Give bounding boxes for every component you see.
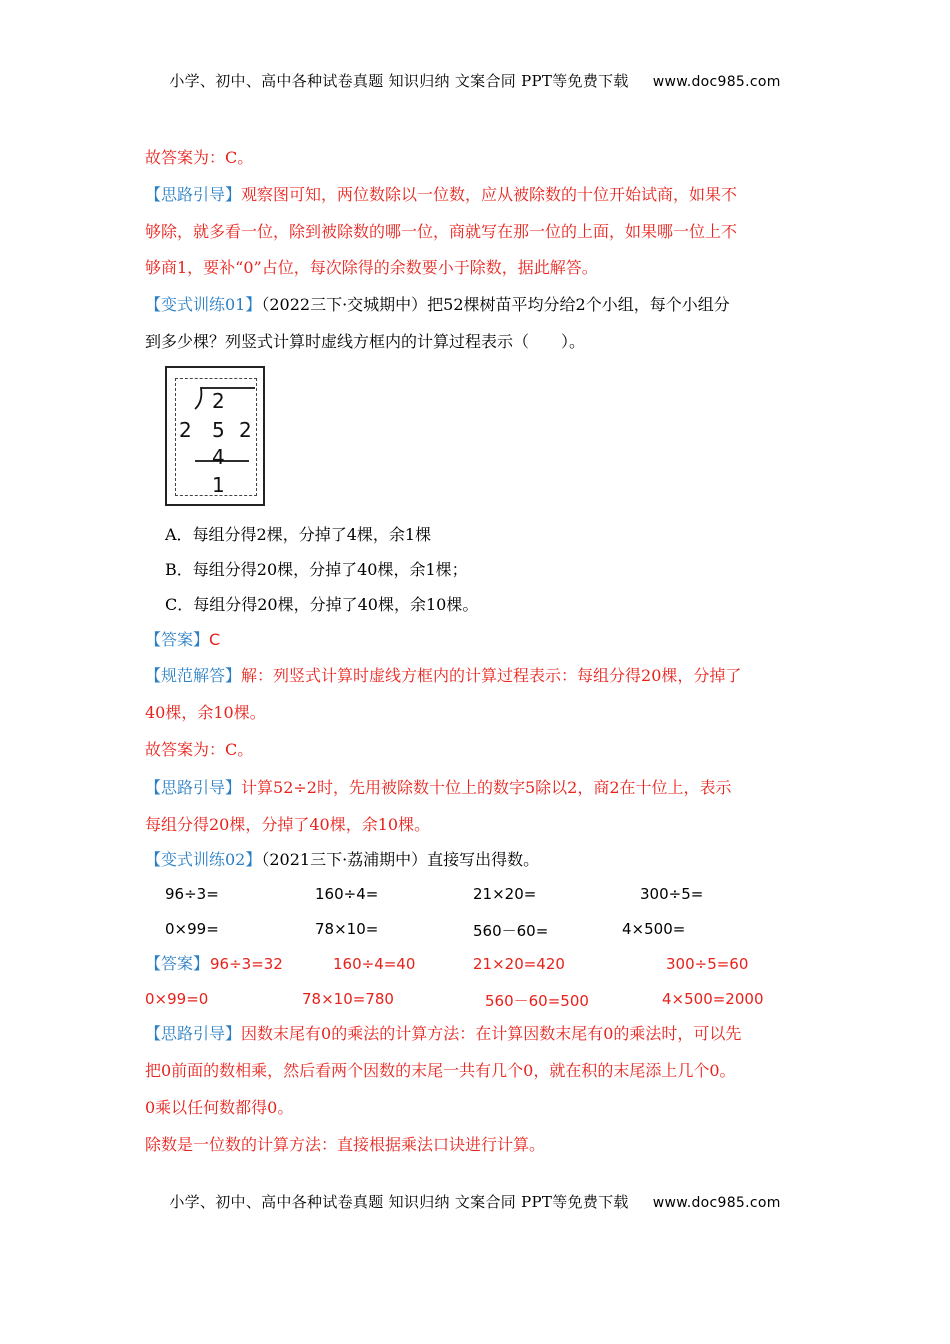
header-text: 小学、初中、高中各种试卷真题 知识归纳 文案合同 PPT等免费下载	[169, 72, 629, 90]
solution-line-2: 40棵，余10棵。	[145, 703, 266, 722]
problem-cell: 560－60=	[473, 922, 549, 940]
answer-tag: 【答案】	[145, 630, 210, 649]
solution-tag: 【规范解答】	[145, 666, 242, 685]
problem-cell: 300÷5=	[640, 885, 704, 903]
hint-tag: 【思路引导】	[145, 1024, 242, 1043]
answer-cell: 160÷4=40	[333, 955, 416, 973]
hint-q2-line-3: 0乘以任何数都得0。	[145, 1098, 294, 1117]
hint-q2-line-1: 【思路引导】因数末尾有0的乘法的计算方法：在计算因数末尾有0的乘法时，可以先	[145, 1024, 742, 1043]
hint-line-3: 够商1，要补“0”占位，每次除得的余数要小于除数，据此解答。	[145, 258, 598, 277]
footer-text: 小学、初中、高中各种试卷真题 知识归纳 文案合同 PPT等免费下载	[169, 1193, 629, 1211]
problem-cell: 4×500=	[622, 920, 686, 938]
problem-cell: 96÷3=	[165, 885, 219, 903]
footer-site: www.doc985.com	[652, 1195, 781, 1211]
hint-q1-line-1: 【思路引导】计算52÷2时，先用被除数十位上的数字5除以2，商2在十位上，表示	[145, 778, 732, 797]
hint-q2-line-4: 除数是一位数的计算方法：直接根据乘法口诀进行计算。	[145, 1135, 546, 1154]
question-1-line-1: 【变式训练01】（2022三下·交城期中）把52棵树苗平均分给2个小组，每个小组分	[145, 295, 730, 314]
product-digit: 4	[212, 445, 225, 469]
answer-cell: 300÷5=60	[666, 955, 749, 973]
hint-tag: 【思路引导】	[145, 185, 242, 204]
problem-cell: 0×99=	[165, 920, 219, 938]
quotient-digit: 2	[212, 389, 225, 413]
remainder-digit: 1	[212, 473, 225, 497]
answer-cell: 560－60=500	[485, 992, 589, 1010]
option-a: A．每组分得2棵，分掉了4棵，余1棵	[165, 525, 432, 544]
question-2-line: 【变式训练02】（2021三下·荔浦期中）直接写出得数。	[145, 850, 540, 869]
divisor-digit: 2	[179, 418, 192, 442]
problem-cell: 160÷4=	[315, 885, 379, 903]
hint-q2-line-2: 把0前面的数相乘，然后看两个因数的末尾一共有几个0，就在积的末尾添上几个0。	[145, 1061, 736, 1080]
question-2-tag: 【变式训练02】	[145, 850, 262, 869]
page-header	[0, 70, 950, 91]
option-c: C．每组分得20棵，分掉了40棵，余10棵。	[165, 595, 479, 614]
answer-cell: 0×99=0	[145, 990, 209, 1008]
answer-cell: 4×500=2000	[662, 990, 764, 1008]
answer-line-1: 故答案为：C。	[145, 148, 254, 167]
answer-cell: 21×20=420	[473, 955, 565, 973]
option-b: B．每组分得20棵，分掉了40棵，余1棵；	[165, 560, 468, 579]
hint-q1-line-2: 每组分得20棵，分掉了40棵，余10棵。	[145, 815, 431, 834]
problem-cell: 21×20=	[473, 885, 537, 903]
answer-cell: 96÷3=32	[210, 955, 283, 973]
hint-line-2: 够除，就多看一位，除到被除数的哪一位，商就写在那一位的上面，如果哪一位上不	[145, 222, 738, 241]
dividend-ones-digit: 2	[239, 418, 252, 442]
long-division-figure	[165, 366, 265, 506]
answer-line-2: 故答案为：C。	[145, 740, 254, 759]
solution-line-1: 【规范解答】解：列竖式计算时虚线方框内的计算过程表示：每组分得20棵，分掉了	[145, 666, 742, 685]
answer-q2-tag: 【答案】	[145, 954, 210, 973]
question-1-line-2: 到多少棵？列竖式计算时虚线方框内的计算过程表示（ ）。	[145, 332, 586, 351]
header-site: www.doc985.com	[652, 74, 781, 90]
problem-cell: 78×10=	[315, 920, 379, 938]
dividend-tens-digit: 5	[212, 418, 225, 442]
page-footer	[0, 1191, 950, 1212]
question-1-tag: 【变式训练01】	[145, 295, 262, 314]
hint-line-1: 【思路引导】观察图可知，两位数除以一位数，应从被除数的十位开始试商，如果不	[145, 185, 738, 204]
answer-q1: 【答案】C	[145, 630, 221, 649]
hint-tag: 【思路引导】	[145, 778, 242, 797]
answer-cell: 78×10=780	[302, 990, 394, 1008]
